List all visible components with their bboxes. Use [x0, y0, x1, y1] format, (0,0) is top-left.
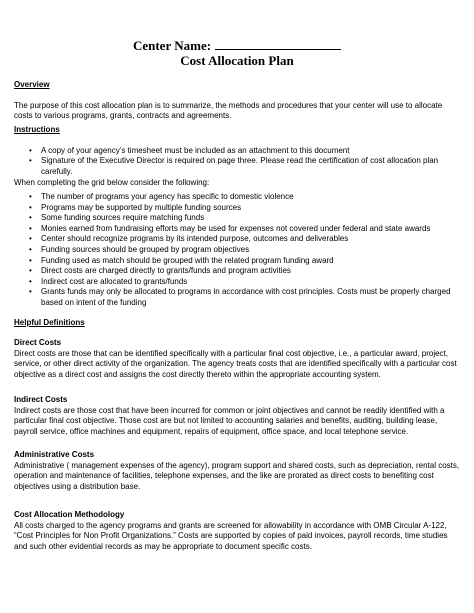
overview-section	[14, 80, 462, 122]
document-title: Cost Allocation Plan	[180, 53, 294, 68]
center-name-line	[0, 38, 474, 54]
considerations-list	[14, 192, 462, 309]
bullet-icon: •	[29, 276, 32, 286]
list-item: • Some funding sources require matching funds	[29, 213, 205, 223]
overview-heading: Overview	[14, 80, 50, 89]
bullet-icon: •	[29, 234, 32, 244]
methodology-section	[14, 510, 462, 552]
list-item: • A copy of your agency’s timesheet must be included as an attachment to this document	[29, 145, 350, 155]
direct-costs-title: Direct Costs	[14, 338, 62, 347]
direct-costs-text: Direct costs are those that can be identified specifically with a particular final cost objective, i.e., a particular award, project, service, or other direct activity of the organization. The agency treats costs that are identified specifically with a particular cost objective as a direct cost and assigns the cost directly thereto within the appropriate accounting system.	[14, 348, 457, 379]
center-name-label: Center Name:	[132, 38, 212, 53]
definitions-heading: Helpful Definitions	[14, 318, 85, 327]
list-item: • Programs may be supported by multiple funding sources	[29, 202, 242, 212]
instructions-heading: Instructions	[14, 125, 60, 134]
list-item: • Signature of the Executive Director is required on page three. Please read the certification of cost allocation plan carefully.	[29, 156, 439, 176]
methodology-text: All costs charged to the agency programs and grants are screened for allowability in accordance with OMB Circular A-122, “Cost Principles for Non Profit Organizations.” Costs are supported by copies of paid invoices, payroll records, time studies and such other evidential records as may be appropriate to document specific costs.	[14, 520, 448, 551]
bullet-icon: •	[29, 287, 32, 297]
bullet-icon: •	[29, 202, 32, 212]
list-item: • Indirect cost are allocated to grants/funds	[29, 276, 188, 286]
list-item: • Direct costs are charged directly to grants/funds and program activities	[29, 266, 291, 276]
list-item: • Grants funds may only be allocated to programs in accordance with cost principles. Costs must be properly charged based on intent of the funding	[29, 287, 451, 307]
bullet-icon: •	[29, 213, 32, 223]
instructions-intro: When completing the grid below consider the following:	[14, 178, 210, 188]
list-item: • The number of programs your agency has specific to domestic violence	[29, 191, 294, 201]
list-item: • Monies earned from fundraising efforts may be used for expenses not covered under federal and state awards	[29, 223, 431, 233]
bullet-icon: •	[29, 145, 32, 155]
list-item: • Funding used as match should be grouped with the related program funding award	[29, 255, 334, 265]
bullet-icon: •	[29, 244, 32, 254]
direct-costs-section	[14, 338, 462, 380]
instructions-section	[14, 125, 462, 309]
administrative-costs-title: Administrative Costs	[14, 450, 95, 459]
instructions-list	[14, 146, 462, 178]
bullet-icon: •	[29, 255, 32, 265]
indirect-costs-text: Indirect costs are those cost that have been incurred for common or joint objectives and cannot be readily identified with a particular final cost objective. Those cost are but not limited to accounting salaries and benefits, auditing, building lease, payroll service, office machines and equipment, repairs of equipment, office space, and local telephone service.	[14, 405, 445, 436]
methodology-title: Cost Allocation Methodology	[14, 510, 125, 519]
definitions-section	[14, 318, 462, 329]
administrative-costs-text: Administrative ( management expenses of the agency), program support and shared costs, such as depreciation, rental costs, operation and maintenance of facilities, telephone expenses, and the like are prorated as direct costs to benefiting cost objectives using a distribution base.	[14, 460, 460, 491]
overview-text: The purpose of this cost allocation plan is to summarize, the methods and procedures that your center will use to allocate costs to various programs, grants, contracts and agreements.	[14, 100, 443, 121]
administrative-costs-section	[14, 450, 462, 492]
indirect-costs-section	[14, 395, 462, 437]
indirect-costs-title: Indirect Costs	[14, 395, 68, 404]
bullet-icon: •	[29, 266, 32, 276]
list-item: • Center should recognize programs by its intended purpose, outcomes and deliverables	[29, 234, 349, 244]
center-name-blank	[215, 38, 341, 50]
bullet-icon: •	[29, 223, 32, 233]
bullet-icon: •	[29, 191, 32, 201]
list-item: • Funding sources should be grouped by program objectives	[29, 244, 250, 254]
bullet-icon: •	[29, 156, 32, 166]
